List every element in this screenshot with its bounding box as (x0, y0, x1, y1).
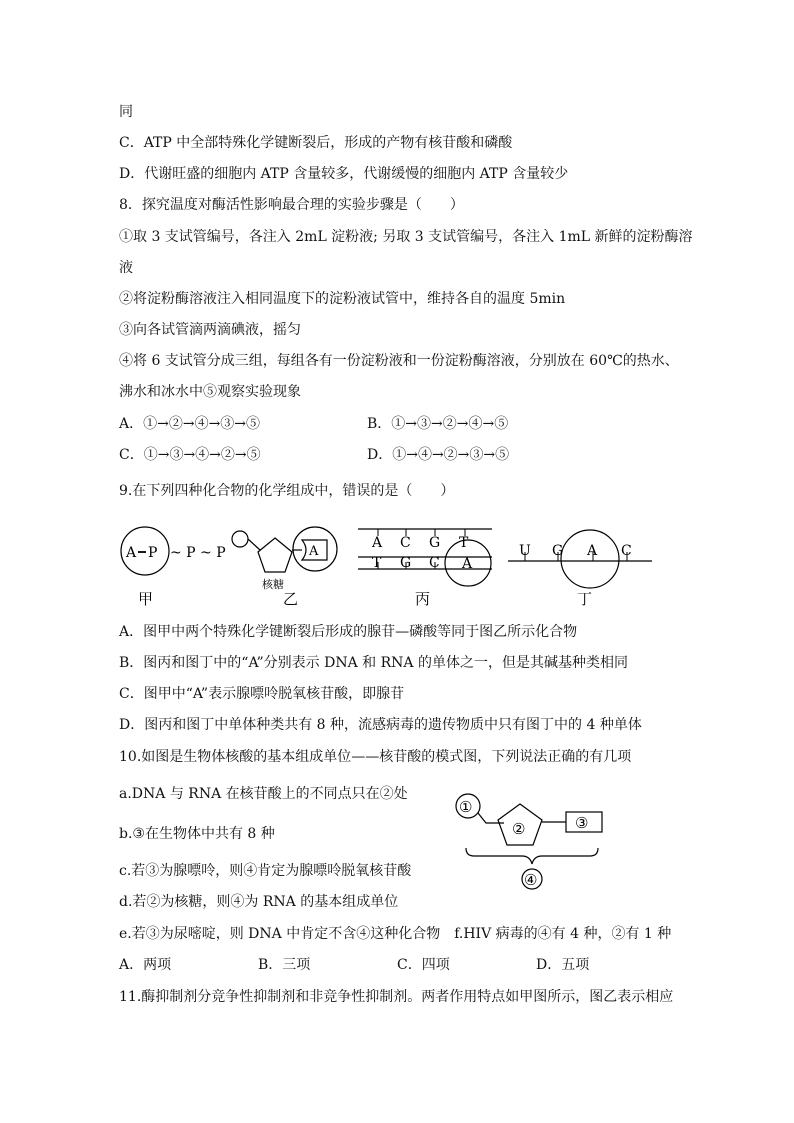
svg-text:②: ② (512, 820, 526, 838)
label-yi: 乙 (283, 590, 299, 608)
svg-text:T: T (372, 555, 382, 571)
q8-step-1-cont: 液 (119, 260, 133, 276)
svg-text:C: C (621, 543, 632, 559)
svg-text:A: A (372, 535, 383, 551)
q10-option-a: A．两项 (119, 957, 172, 973)
label-bing: 丙 (415, 590, 431, 608)
question-11: 11.酶抑制剂分竞争性抑制剂和非竞争性抑制剂。两者作用特点如甲图所示，图乙表示相应 (119, 989, 674, 1005)
svg-text:③: ③ (575, 814, 589, 832)
q9-option-b: B．图丙和图丁中的“A”分别表示 DNA 和 RNA 的单体之一，但是其碱基种类相同 (119, 655, 628, 671)
figure-bing (358, 529, 492, 586)
question-8: 8．探究温度对酶活性影响最合理的实验步骤是（ ） (119, 197, 464, 213)
q9-figure (110, 522, 670, 612)
q8-step-3: ③向各试管滴两滴碘液，摇匀 (119, 322, 301, 338)
figure-jia (121, 527, 226, 575)
q10-statement-b: b.③在生物体中共有 8 种 (119, 826, 275, 842)
q10-option-d: D．五项 (536, 957, 590, 973)
option-c: C．ATP 中全部特殊化学键断裂后，形成的产物有核苷酸和磷酸 (119, 135, 513, 151)
q10-option-c: C．四项 (397, 957, 450, 973)
option-d: D．代谢旺盛的细胞内 ATP 含量较多，代谢缓慢的细胞内 ATP 含量较少 (119, 166, 569, 182)
q9-option-d: D．图丙和图丁中单体种类共有 8 种，流感病毒的遗传物质中只有图丁中的 4 种单体 (119, 717, 642, 733)
q8-option-b: B．①→③→②→④→⑤ (367, 416, 509, 432)
nucleotide-diagram (448, 792, 608, 892)
figure-yi (232, 527, 337, 591)
label-jia: 甲 (138, 590, 154, 608)
q8-option-d: D．①→④→②→③→⑤ (367, 447, 510, 463)
q10-statement-c: c.若③为腺嘌呤，则④肯定为腺嘌呤脱氧核苷酸 (119, 863, 412, 879)
svg-text:P: P (148, 545, 158, 561)
q8-step-4-cont: 沸水和冰水中⑤观察实验现象 (119, 384, 301, 400)
svg-text:A: A (462, 556, 473, 572)
q10-statement-a: a.DNA 与 RNA 在核苷酸上的不同点只在②处 (119, 786, 408, 802)
svg-text:G: G (429, 535, 441, 551)
q8-option-c: C．①→③→④→②→⑤ (119, 447, 261, 463)
svg-text:~ P ~ P: ~ P ~ P (170, 545, 226, 561)
svg-text:④: ④ (524, 871, 538, 889)
svg-text:G: G (400, 555, 412, 571)
q9-option-a: A．图甲中两个特殊化学键断裂后形成的腺苷—磷酸等同于图乙所示化合物 (119, 624, 578, 640)
svg-text:核糖: 核糖 (262, 578, 284, 591)
figure-ding (508, 530, 652, 588)
label-ding: 丁 (577, 590, 593, 608)
question-10: 10.如图是生物体核酸的基本组成单位——核苷酸的模式图，下列说法正确的有几项 (119, 749, 632, 765)
q8-step-2: ②将淀粉酶溶液注入相同温度下的淀粉液试管中，维持各自的温度 5min (119, 291, 566, 307)
svg-text:C: C (429, 555, 440, 571)
svg-text:A: A (309, 544, 319, 559)
svg-text:A: A (587, 543, 598, 559)
svg-text:G: G (552, 543, 564, 559)
svg-text:U: U (519, 543, 531, 559)
svg-text:①: ① (459, 798, 473, 816)
svg-text:C: C (400, 535, 411, 551)
q9-option-c: C．图甲中“A”表示腺嘌呤脱氧核苷酸，即腺苷 (119, 686, 405, 702)
q10-statement-d: d.若②为核糖，则④为 RNA 的基本组成单位 (119, 894, 399, 910)
svg-text:T: T (459, 535, 469, 551)
text-line: 同 (119, 104, 133, 120)
q10-statement-e-f: e.若③为尿嘧啶，则 DNA 中肯定不含④这种化合物 f.HIV 病毒的④有 4 种，②有 1 种 (119, 926, 672, 942)
svg-text:A: A (126, 545, 137, 561)
q10-option-b: B．三项 (258, 957, 311, 973)
q8-step-4: ④将 6 支试管分成三组，每组各有一份淀粉液和一份淀粉酶溶液，分别放在 60℃的热水、 (119, 353, 679, 369)
q8-option-a: A．①→②→④→③→⑤ (119, 416, 261, 432)
q8-step-1: ①取 3 支试管编号，各注入 2mL 淀粉液; 另取 3 支试管编号，各注入 1mL 新鲜的淀粉酶溶 (119, 229, 693, 245)
question-9: 9.在下列四种化合物的化学组成中，错误的是（ ） (119, 483, 455, 499)
